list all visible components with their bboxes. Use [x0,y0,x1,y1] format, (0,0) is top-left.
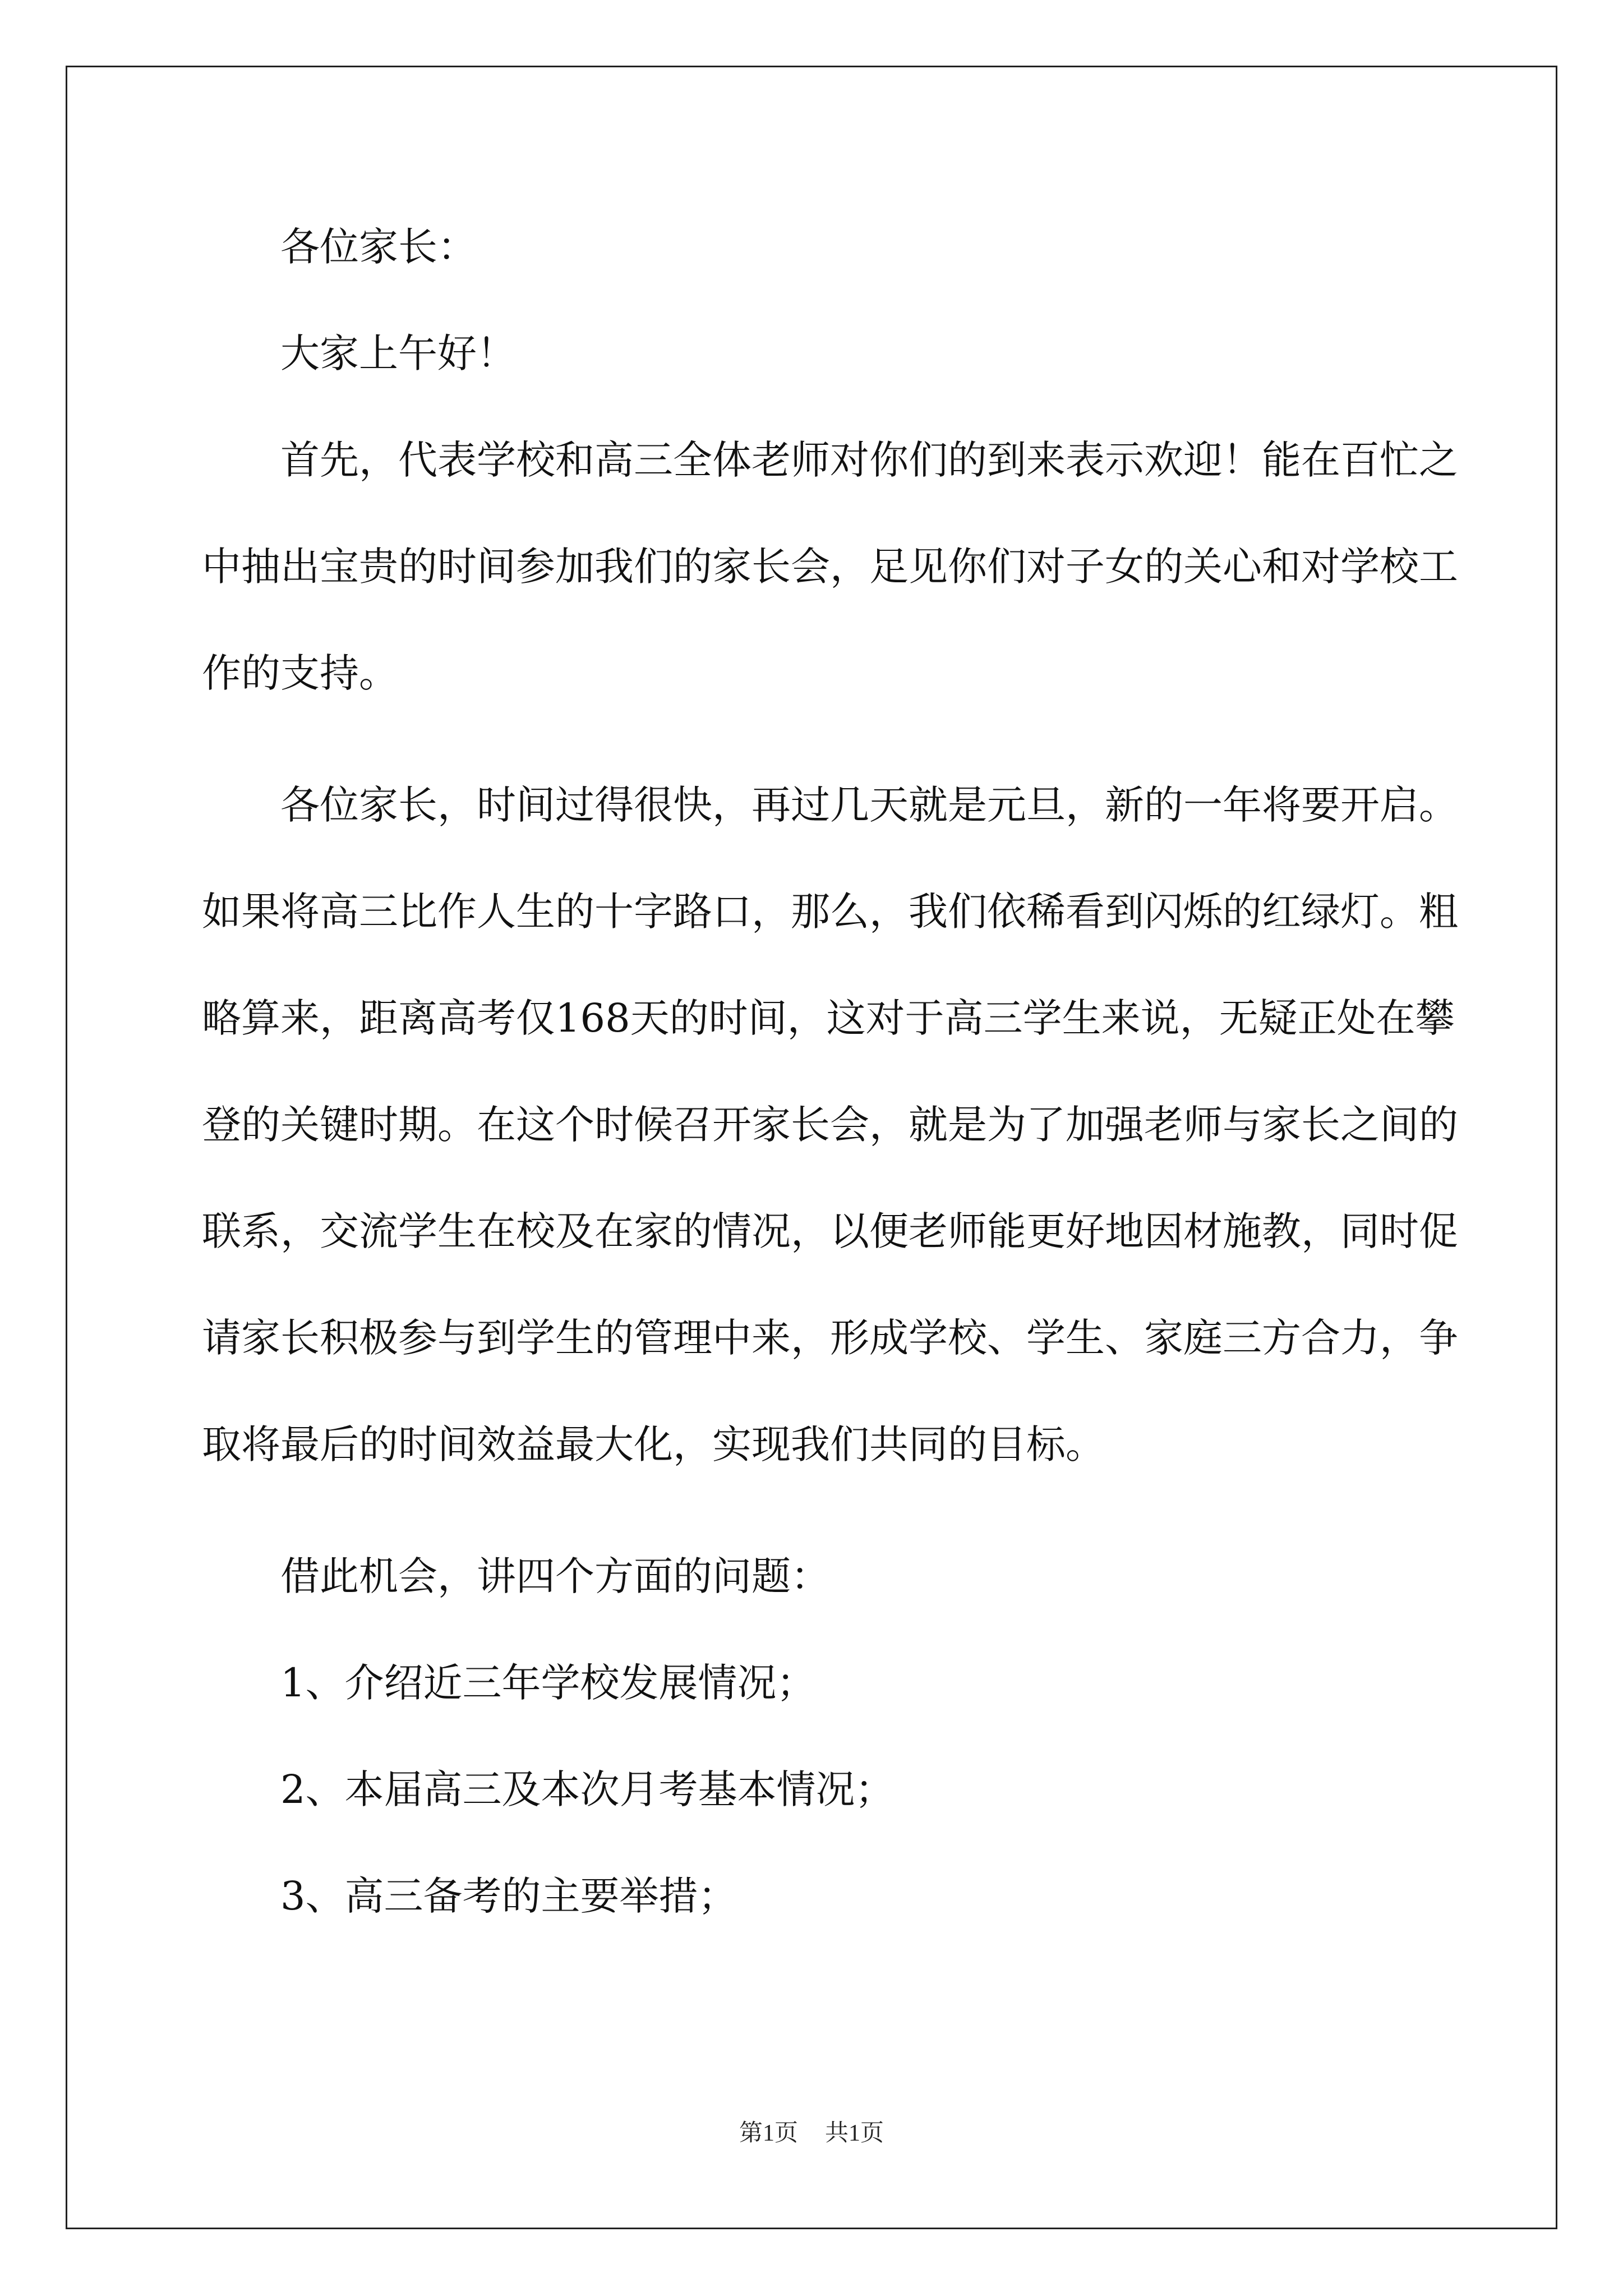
agenda-item-3: 3、高三备考的主要举措； [280,1873,737,1919]
page-footer [0,2119,1623,2147]
purpose-paragraph: 各位家长，时间过得很快，再过几天就是元旦，新的一年将要开启。如果将高三比作人生的十字路口，那么，我们依稀看到闪烁的红绿灯。粗略算来，距离高考仅168天的时间，这对于高三学生来说，无疑正处在攀登的关键时期。在这个时候召开家长会，就是为了加强老师与家长之间的联系，交流学生在校及在家的情况，以便老师能更好地因材施教，同时促请家长积极参与到学生的管理中来，形成学校、学生、家庭三方合力，争取将最后的时间效益最大化，实现我们共同的目标。 [202,782,1458,1467]
page-number: 第1页 [739,2120,798,2146]
agenda-item-2: 2、本届高三及本次月考基本情况； [280,1766,895,1812]
agenda-intro-paragraph: 借此机会，讲四个方面的问题： [280,1553,830,1599]
welcome-paragraph: 首先，代表学校和高三全体老师对你们的到来表示欢迎！能在百忙之中抽出宝贵的时间参加我们的家长会，足见你们对子女的关心和对学校工作的支持。 [202,437,1458,696]
agenda-item-1: 1、介绍近三年学校发展情况； [280,1660,816,1706]
salutation-paragraph: 大家上午好！ [280,330,516,376]
document-body [202,219,1458,1975]
greeting-paragraph: 各位家长： [280,224,477,270]
page-total: 共1页 [825,2120,884,2146]
